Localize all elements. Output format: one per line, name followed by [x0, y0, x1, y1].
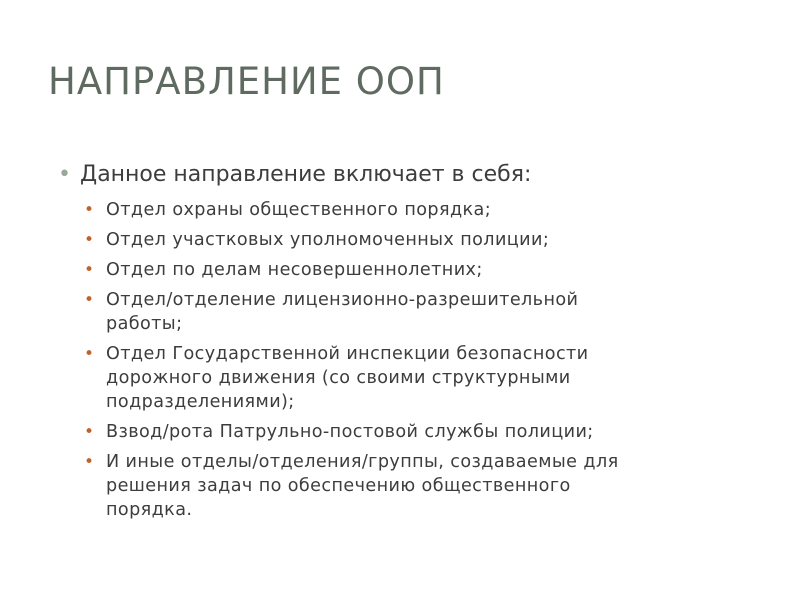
list-item: [84, 420, 758, 444]
list-item: [84, 450, 758, 522]
list-item-line: И иные отделы/отделения/группы, создаваемые для: [106, 452, 619, 472]
list-item-text: [106, 342, 589, 414]
list-item-text: [106, 288, 578, 336]
list-item-text: Отдел охраны общественного порядка;: [106, 200, 492, 220]
list-item: [84, 342, 758, 414]
list-item-line: решения задач по обеспечению общественного: [106, 476, 571, 496]
list-item: [84, 258, 758, 282]
main-bullet-point: [58, 158, 758, 192]
sub-bullet-list: [58, 198, 758, 522]
bullet-icon: •: [84, 200, 95, 220]
list-item-line: Отдел/отделение лицензионно-разрешительной: [106, 290, 579, 310]
list-item-line: порядка.: [106, 500, 193, 520]
slide-content: [58, 158, 758, 528]
list-item-text: [106, 450, 619, 522]
bullet-icon: •: [84, 290, 95, 310]
list-item-line: подразделениями);: [106, 392, 295, 412]
bullet-icon: •: [84, 230, 95, 250]
bullet-icon: •: [84, 422, 95, 442]
list-item-text: Отдел по делам несовершеннолетних;: [106, 260, 483, 280]
main-bullet-text: Данное направление включает в себя:: [80, 162, 532, 187]
list-item: [84, 228, 758, 252]
list-item-text: Взвод/рота Патрульно-постовой службы полиции;: [106, 422, 594, 442]
bullet-icon: •: [84, 344, 95, 364]
list-item-line: Отдел Государственной инспекции безопасности: [106, 344, 589, 364]
bullet-icon: •: [58, 162, 71, 187]
list-item-line: дорожного движения (со своими структурными: [106, 368, 571, 388]
list-item-text: Отдел участковых уполномоченных полиции;: [106, 230, 550, 250]
bullet-icon: •: [84, 260, 95, 280]
bullet-icon: •: [84, 452, 95, 472]
slide-title: НАПРАВЛЕНИЕ ООП: [48, 60, 445, 103]
list-item: [84, 288, 758, 336]
list-item: [84, 198, 758, 222]
list-item-line: работы;: [106, 314, 183, 334]
